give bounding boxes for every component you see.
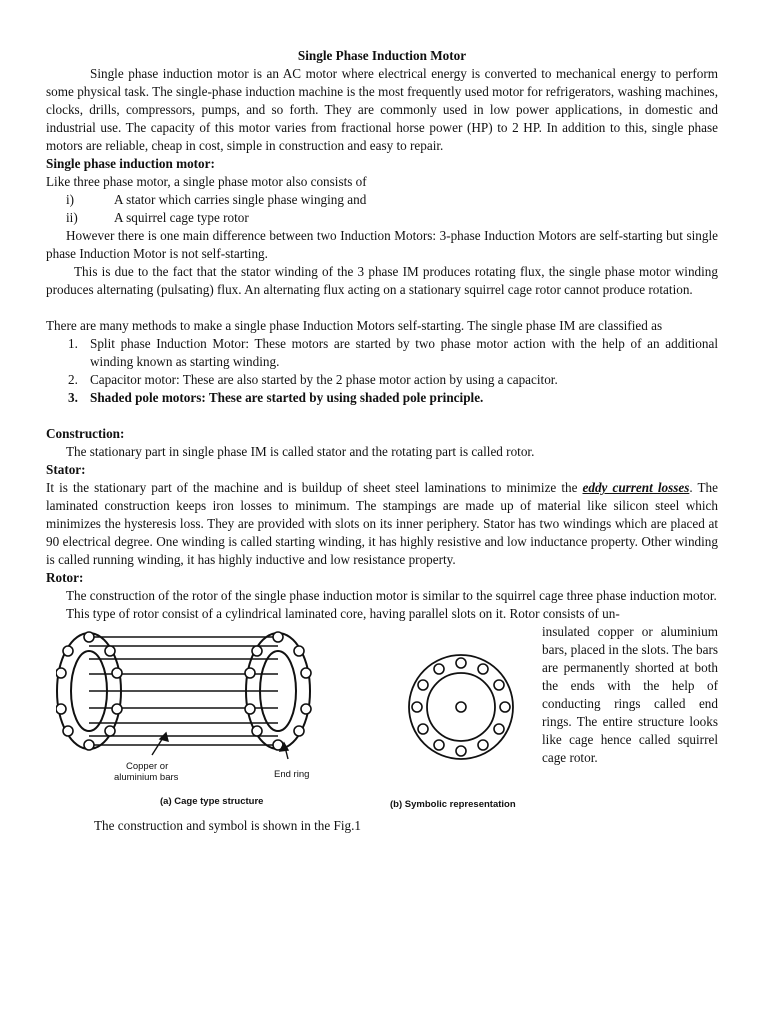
section-heading-single-phase: Single phase induction motor: (46, 156, 215, 171)
document-title: Single Phase Induction Motor (297, 48, 467, 63)
label-end-ring: End ring (274, 769, 310, 780)
methods-list (46, 335, 718, 407)
label-bars-2: aluminium bars (114, 772, 179, 783)
label-bars-1: Copper or (126, 761, 169, 772)
stator-heading: Stator: (46, 462, 86, 477)
figure-row (46, 623, 718, 813)
eddy-current-link: eddy current losses (582, 480, 690, 495)
list-item: 3. Shaded pole motors: These are started by using shaded pole principle. (68, 390, 484, 405)
document-page (46, 47, 718, 835)
caption-a: (a) Cage type structure (160, 796, 264, 807)
construction-paragraph: The stationary part in single phase IM is called stator and the rotating part is called rotor. (66, 444, 535, 459)
caption-b: (b) Symbolic representation (390, 799, 516, 810)
section-lead: Like three phase motor, a single phase motor also consists of (46, 174, 367, 189)
list-item: ii) A squirrel cage type rotor (66, 210, 249, 225)
difference-paragraph: However there is one main difference between two Induction Motors: 3-phase Induction Motors are self-starting but single phase Induction Motor is not self-starting. (46, 228, 718, 261)
methods-lead: There are many methods to make a single phase Induction Motors self-starting. The single phase IM are classified as (46, 318, 663, 333)
intro-paragraph: Single phase induction motor is an AC motor where electrical energy is converted to mechanical energy to perform some physical task. The single-phase induction machine is the most frequently used motor for refrigerators, washing machines, clocks, drills, compressors, pumps, and so forth. They are commonly used in low power applications, in domestic and industrial use. The capacity of this motor varies from fractional horse power (HP) to 2 HP. In addition to this, single phase motors are reliable, cheap in cost, simple in construction and easy to repair. (46, 66, 718, 153)
list-item: 2. Capacitor motor: These are also started by the 2 phase motor action by using a capacitor. (68, 372, 558, 387)
rotor-side-paragraph: insulated copper or aluminium bars, placed in the slots. The bars are permanently shorted at both the ends with the help of conducting rings called end rings. The entire structure looks like cage hence called squirrel cage rotor. (542, 624, 718, 765)
list-item: i) A stator which carries single phase winging and (66, 192, 367, 207)
construction-heading: Construction: (46, 426, 125, 441)
rotor-figure (56, 629, 536, 813)
figure-caption: The construction and symbol is shown in the Fig.1 (94, 818, 362, 833)
stator-paragraph: It is the stationary part of the machine and is buildup of sheet steel laminations to minimize the eddy current losses. The laminated construction keeps iron losses to minimum. The stampings are made up of material like silicon steel which minimizes the hysteresis loss. They are provided with slots on its inner periphery. Stator has two windings which are placed at 90 electrical degree. One winding is called starting winding, it has highly resistive and low inductance property. Other winding is called running winding, it has highly inductive and low resistance property. (46, 480, 718, 567)
rotor-heading: Rotor: (46, 570, 84, 585)
rotor-paragraph: The construction of the rotor of the single phase induction motor is similar to the squirrel cage three phase induction motor. (66, 588, 717, 603)
list-item: 1. Split phase Induction Motor: These motors are started by two phase motor action with the help of an additional winding known as starting winding. (68, 336, 718, 369)
flux-paragraph: This is due to the fact that the stator winding of the 3 phase IM produces rotating flux, the single phase motor winding produces alternating (pulsating) flux. An alternating flux acting on a stationary squirrel cage rotor cannot produce rotation. (46, 264, 718, 297)
component-list (46, 191, 718, 227)
cage-bars (89, 637, 278, 745)
rotor-type-paragraph: This type of rotor consist of a cylindrical laminated core, having parallel slots on it. Rotor consists of un- (66, 606, 620, 621)
